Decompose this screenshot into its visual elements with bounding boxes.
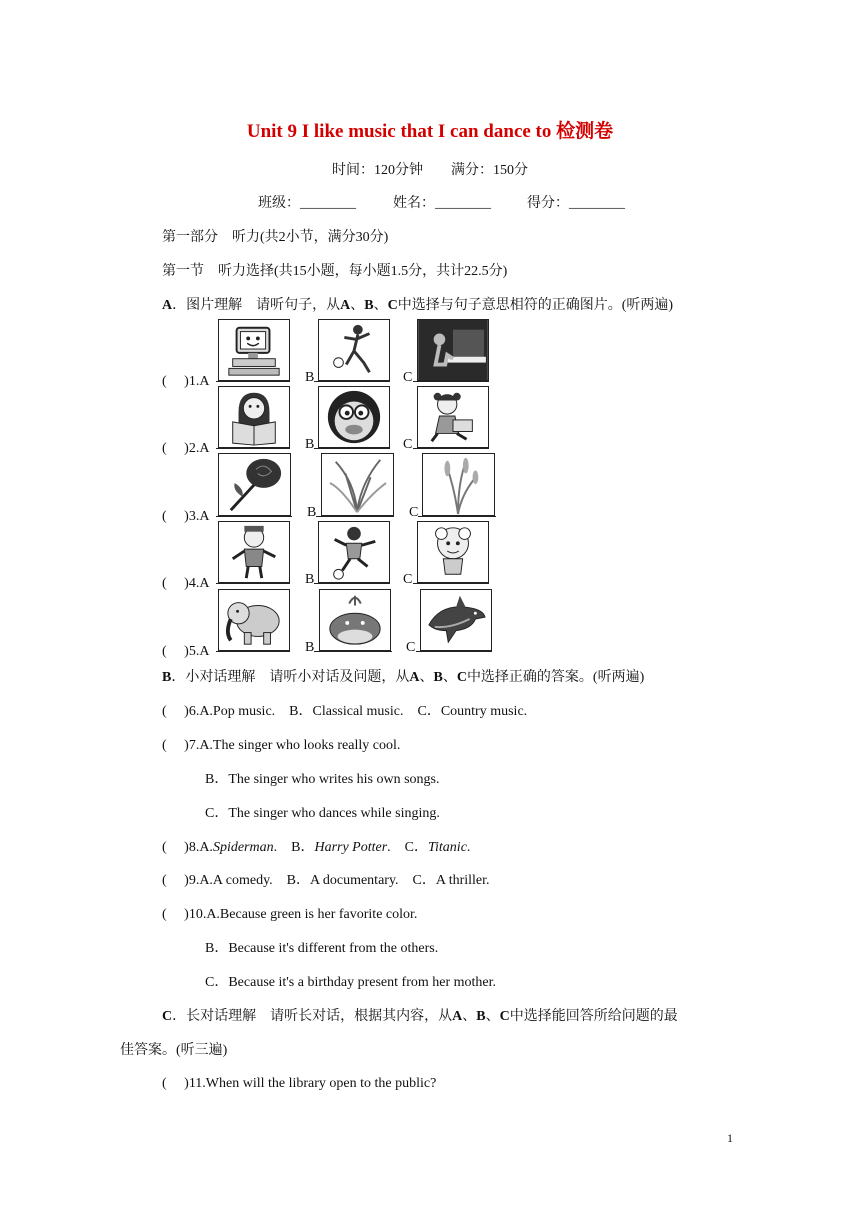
option-b-label: B: [305, 437, 315, 452]
question-8-sep: . C．: [387, 840, 429, 855]
dolphin-icon: [420, 589, 492, 651]
section-b-letter: B: [162, 670, 172, 685]
sep: 、: [485, 1009, 500, 1024]
option-b-label: B: [305, 370, 315, 385]
answer-line: [216, 516, 292, 517]
sep: 、: [373, 298, 388, 313]
section-a-letter: A: [162, 298, 173, 313]
choice-b: B: [433, 670, 443, 685]
choice-a: A: [452, 1009, 463, 1024]
option-c-label: C: [409, 505, 419, 520]
question-10-option-b: B．Because it's different from the others.: [205, 941, 439, 956]
cartoon-face-icon: [318, 386, 390, 448]
question-7: ( )7.A.The singer who looks really cool.: [162, 738, 401, 753]
section-c-letter: C: [162, 1009, 173, 1024]
sep: 、: [462, 1009, 477, 1024]
soccer-player-icon: [318, 319, 390, 381]
choice-b: B: [364, 298, 374, 313]
choice-c: C: [499, 1009, 510, 1024]
answer-line: [314, 651, 392, 652]
elephant-icon: [218, 589, 290, 651]
question-10: ( )10.A.Because green is her favorite color.: [162, 907, 418, 922]
question-8-option-c: Titanic: [428, 840, 467, 855]
question-8-prefix: ( )8.A.: [162, 840, 213, 855]
choice-c: C: [387, 298, 398, 313]
section1-heading: 第一节 听力选择(共15小题，每小题1.5分，共计22.5分): [162, 264, 508, 279]
answer-line: [216, 583, 290, 584]
answer-line: [216, 651, 290, 652]
section-a-intro-text: ．图片理解 请听句子，从: [172, 298, 341, 313]
score-field: 得分：________: [527, 196, 625, 211]
answer-line: [413, 583, 489, 584]
answer-line: [216, 381, 290, 382]
question-8-option-a: Spiderman: [212, 840, 274, 855]
cartoon-sheep-icon: [417, 521, 489, 583]
section-b-intro: [162, 666, 644, 686]
choice-b: B: [476, 1009, 486, 1024]
question-8: [162, 836, 470, 856]
question-10-option-c: C．Because it's a birthday present from her mother.: [205, 975, 496, 990]
section-a-intro: [162, 294, 673, 314]
answer-line: [314, 381, 390, 382]
question-4-label: ( )4.A: [162, 576, 210, 591]
question-7-option-c: C．The singer who dances while singing.: [205, 806, 440, 821]
girl-reading-icon: [218, 386, 290, 448]
section-c-intro-text: ．长对话理解 请听长对话，根据其内容，从: [172, 1009, 453, 1024]
girl-reading-sitting-icon: [417, 386, 489, 448]
choice-a: A: [409, 670, 420, 685]
name-field: 姓名：________: [393, 196, 491, 211]
option-c-label: C: [403, 370, 413, 385]
class-field: 班级：________: [258, 196, 356, 211]
question-11: ( )11.When will the library open to the public?: [162, 1076, 437, 1091]
rose-icon: [218, 453, 291, 516]
answer-line: [216, 448, 290, 449]
question-8-end: .: [466, 840, 471, 855]
section-c-intro: [162, 1005, 678, 1025]
time-score-line: 时间：120分钟 满分：150分: [332, 163, 528, 178]
piano-player-icon: [417, 319, 489, 381]
section-c-intro-tail: 中选择能回答所给问题的最: [509, 1009, 678, 1024]
question-7-option-b: B．The singer who writes his own songs.: [205, 772, 440, 787]
wheat-icon: [422, 453, 495, 516]
section-b-intro-tail: 中选择正确的答案。(听两遍): [466, 670, 645, 685]
question-6: ( )6.A.Pop music. B．Classical music. C．Country music.: [162, 704, 528, 719]
cartoon-man-icon: [218, 521, 290, 583]
option-c-label: C: [406, 640, 416, 655]
question-9: ( )9.A.A comedy. B．A documentary. C．A thriller.: [162, 873, 490, 888]
question-3-label: ( )3.A: [162, 509, 210, 524]
section-a-intro-tail: 中选择与句子意思相符的正确图片。(听两遍): [397, 298, 674, 313]
choice-c: C: [456, 670, 467, 685]
section-b-intro-text: ．小对话理解 请听小对话及问题，从: [171, 670, 410, 685]
question-8-option-b: Harry Potter: [314, 840, 388, 855]
boy-kicking-ball-icon: [318, 521, 390, 583]
answer-line: [413, 381, 489, 382]
option-c-label: C: [403, 572, 413, 587]
computer-icon: [218, 319, 290, 381]
answer-line: [314, 583, 390, 584]
answer-line: [316, 516, 394, 517]
choice-a: A: [340, 298, 351, 313]
section-c-intro-line2: 佳答案。(听三遍): [120, 1043, 228, 1058]
question-8-sep: . B．: [273, 840, 315, 855]
sep: 、: [419, 670, 434, 685]
page-number: 1: [727, 1131, 733, 1145]
sep: 、: [442, 670, 457, 685]
answer-line: [314, 448, 390, 449]
whale-icon: [319, 589, 391, 651]
option-c-label: C: [403, 437, 413, 452]
answer-line: [418, 516, 496, 517]
part1-heading: 第一部分 听力(共2小节，满分30分): [162, 230, 389, 245]
document-title: Unit 9 I like music that I can dance to 检测卷: [246, 121, 614, 142]
option-b-label: B: [305, 640, 315, 655]
question-1-label: ( )1.A: [162, 374, 210, 389]
sep: 、: [350, 298, 365, 313]
question-5-label: ( )5.A: [162, 644, 210, 659]
answer-line: [416, 651, 492, 652]
option-b-label: B: [307, 505, 317, 520]
answer-line: [413, 448, 489, 449]
question-2-label: ( )2.A: [162, 441, 210, 456]
option-b-label: B: [305, 572, 315, 587]
grass-icon: [321, 453, 394, 516]
